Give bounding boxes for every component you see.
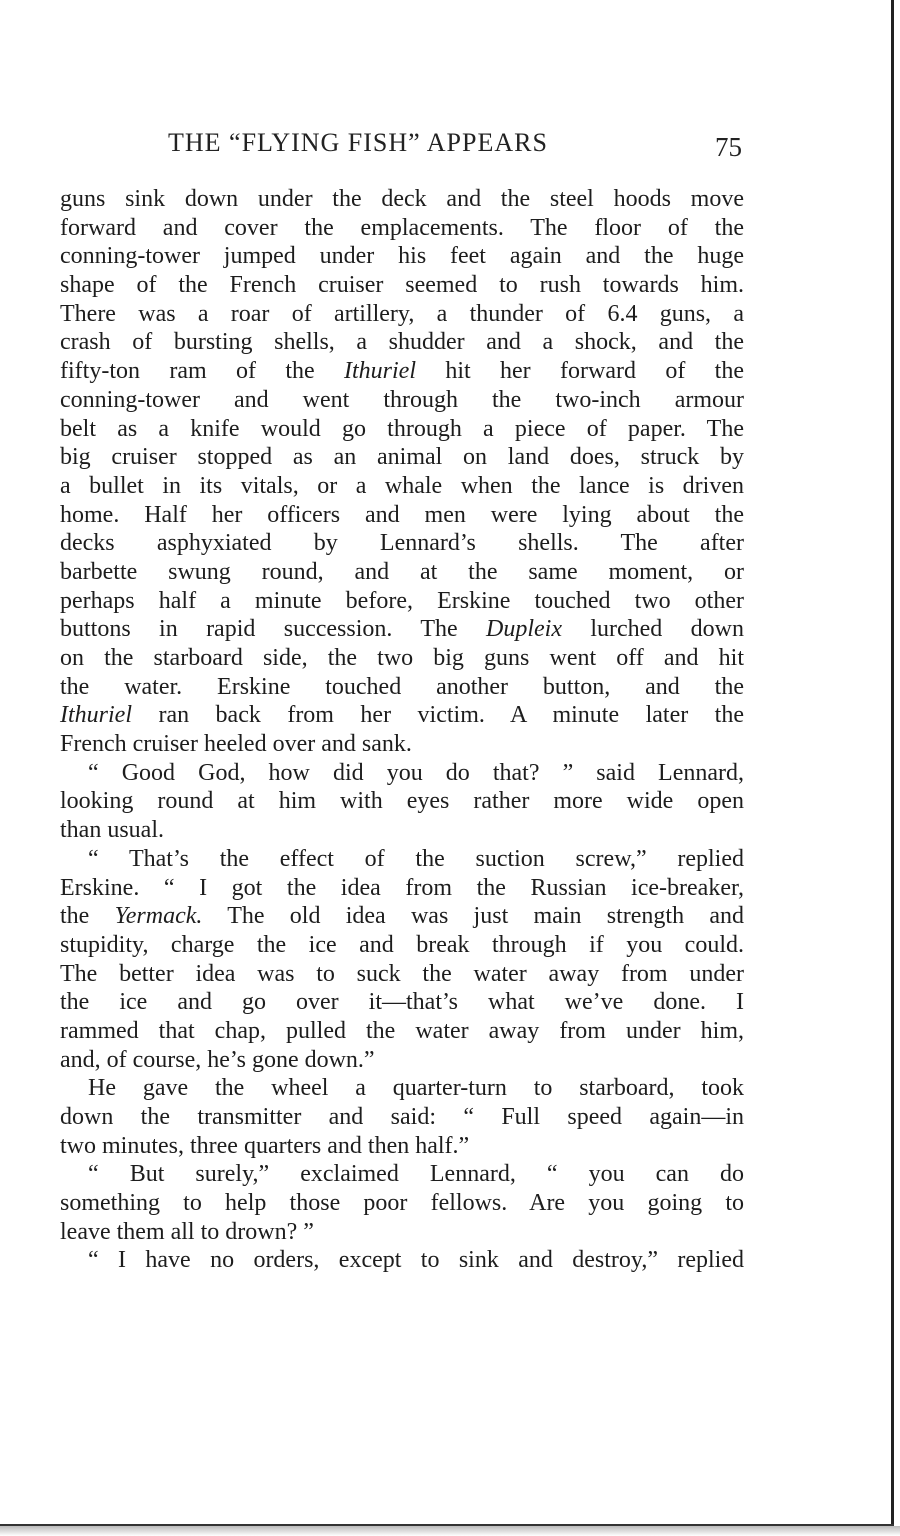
- text-line: [60, 472, 744, 501]
- text-line: [60, 787, 744, 816]
- text-line: [60, 214, 744, 243]
- italic-ship-name: Ithuriel: [344, 358, 416, 385]
- text-run: French cruiser heeled over and sank.: [60, 731, 412, 758]
- text-run: hit her forward of the: [416, 358, 744, 385]
- text-run: and, of course, he’s gone down.”: [60, 1046, 375, 1073]
- text-line: [60, 1246, 744, 1275]
- text-run: barbette swung round, and at the same moment, or: [60, 558, 744, 585]
- italic-ship-name: Dupleix: [486, 616, 562, 643]
- text-line: [60, 242, 744, 271]
- body-text: [60, 185, 744, 1275]
- text-line: [60, 988, 744, 1017]
- text-line: [60, 1189, 744, 1218]
- text-line: [60, 558, 744, 587]
- text-run: “ That’s the effect of the suction screw,” replied: [88, 845, 744, 872]
- text-run: perhaps half a minute before, Erskine touched two other: [60, 587, 744, 614]
- text-line: [60, 931, 744, 960]
- text-run: conning-tower and went through the two-inch armour: [60, 386, 744, 413]
- text-run: The old idea was just main strength and: [202, 903, 744, 930]
- text-run: fifty-ton ram of the: [60, 358, 344, 385]
- text-run: ran back from her victim. A minute later the: [132, 702, 744, 729]
- text-line: [60, 271, 744, 300]
- text-run: rammed that chap, pulled the water away from under him,: [60, 1017, 744, 1044]
- text-run: leave them all to drown? ”: [60, 1218, 314, 1245]
- text-run: on the starboard side, the two big guns went off and hit: [60, 645, 744, 671]
- text-run: decks asphyxiated by Lennard’s shells. The after: [60, 530, 744, 557]
- italic-ship-name: Yermack.: [114, 903, 203, 930]
- page-bottom-shadow: [0, 1526, 900, 1536]
- text-run: conning-tower jumped under his feet again and the huge: [60, 243, 744, 270]
- text-run: forward and cover the emplacements. The floor of the: [60, 214, 744, 241]
- text-line: [60, 300, 744, 329]
- text-run: the ice and go over it—that’s what we’ve done. I: [60, 989, 744, 1016]
- text-run: something to help those poor fellows. Are you going to: [60, 1190, 744, 1217]
- text-line: [60, 615, 744, 644]
- text-line: [60, 1160, 744, 1189]
- text-line: [60, 386, 744, 415]
- text-line: [60, 759, 744, 788]
- text-line: [60, 529, 744, 558]
- text-line: [60, 1074, 744, 1103]
- text-run: “ Good God, how did you do that? ” said Lennard,: [88, 759, 744, 786]
- text-line: [60, 1132, 744, 1161]
- text-run: the water. Erskine touched another button, and the: [60, 673, 744, 700]
- text-run: than usual.: [60, 817, 164, 844]
- text-run: big cruiser stopped as an animal on land does, struck by: [60, 444, 744, 471]
- text-line: [60, 185, 744, 214]
- text-line: [60, 816, 744, 845]
- text-line: [60, 902, 744, 931]
- text-line: [60, 845, 744, 874]
- text-line: [60, 1017, 744, 1046]
- text-run: Erskine. “ I got the idea from the Russian ice-breaker,: [60, 874, 744, 901]
- text-run: He gave the wheel a quarter-turn to starboard, took: [88, 1075, 744, 1102]
- text-run: The better idea was to suck the water away from under: [60, 960, 744, 987]
- text-run: a bullet in its vitals, or a whale when the lance is driven: [60, 472, 744, 499]
- text-line: [60, 960, 744, 989]
- running-head: [60, 128, 744, 168]
- text-run: home. Half her officers and men were lying about the: [60, 501, 744, 528]
- text-line: [60, 501, 744, 530]
- text-run: buttons in rapid succession. The: [60, 616, 486, 643]
- text-line: [60, 587, 744, 616]
- text-run: down the transmitter and said: “ Full speed again—in: [60, 1104, 744, 1130]
- text-line: [60, 874, 744, 903]
- text-run: “ But surely,” exclaimed Lennard, “ you can do: [88, 1161, 744, 1188]
- text-line: [60, 701, 744, 730]
- text-run: crash of bursting shells, a shudder and a shock, and the: [60, 329, 744, 356]
- text-line: [60, 1046, 744, 1075]
- text-line: [60, 1218, 744, 1247]
- chapter-title: THE “FLYING FISH” APPEARS: [168, 128, 548, 157]
- text-line: [60, 730, 744, 759]
- text-run: two minutes, three quarters and then half.”: [60, 1132, 470, 1159]
- text-run: looking round at him with eyes rather more wide open: [60, 788, 744, 815]
- text-run: the: [60, 903, 115, 930]
- text-run: belt as a knife would go through a piece of paper. The: [60, 415, 744, 442]
- text-line: [60, 328, 744, 357]
- text-run: “ I have no orders, except to sink and destroy,” replied: [88, 1247, 744, 1274]
- text-line: [60, 357, 744, 386]
- page-edge-rule: [891, 0, 894, 1528]
- text-line: [60, 1103, 744, 1132]
- page-number: 75: [715, 132, 742, 162]
- text-run: stupidity, charge the ice and break through if you could.: [60, 931, 744, 958]
- text-run: guns sink down under the deck and the steel hoods move: [60, 186, 744, 212]
- text-line: [60, 443, 744, 472]
- text-line: [60, 673, 744, 702]
- text-run: shape of the French cruiser seemed to rush towards him.: [60, 272, 744, 299]
- italic-ship-name: Ithuriel: [60, 702, 132, 729]
- text-run: There was a roar of artillery, a thunder of 6.4 guns, a: [60, 300, 744, 327]
- text-run: lurched down: [561, 616, 745, 643]
- text-line: [60, 415, 744, 444]
- text-line: [60, 644, 744, 673]
